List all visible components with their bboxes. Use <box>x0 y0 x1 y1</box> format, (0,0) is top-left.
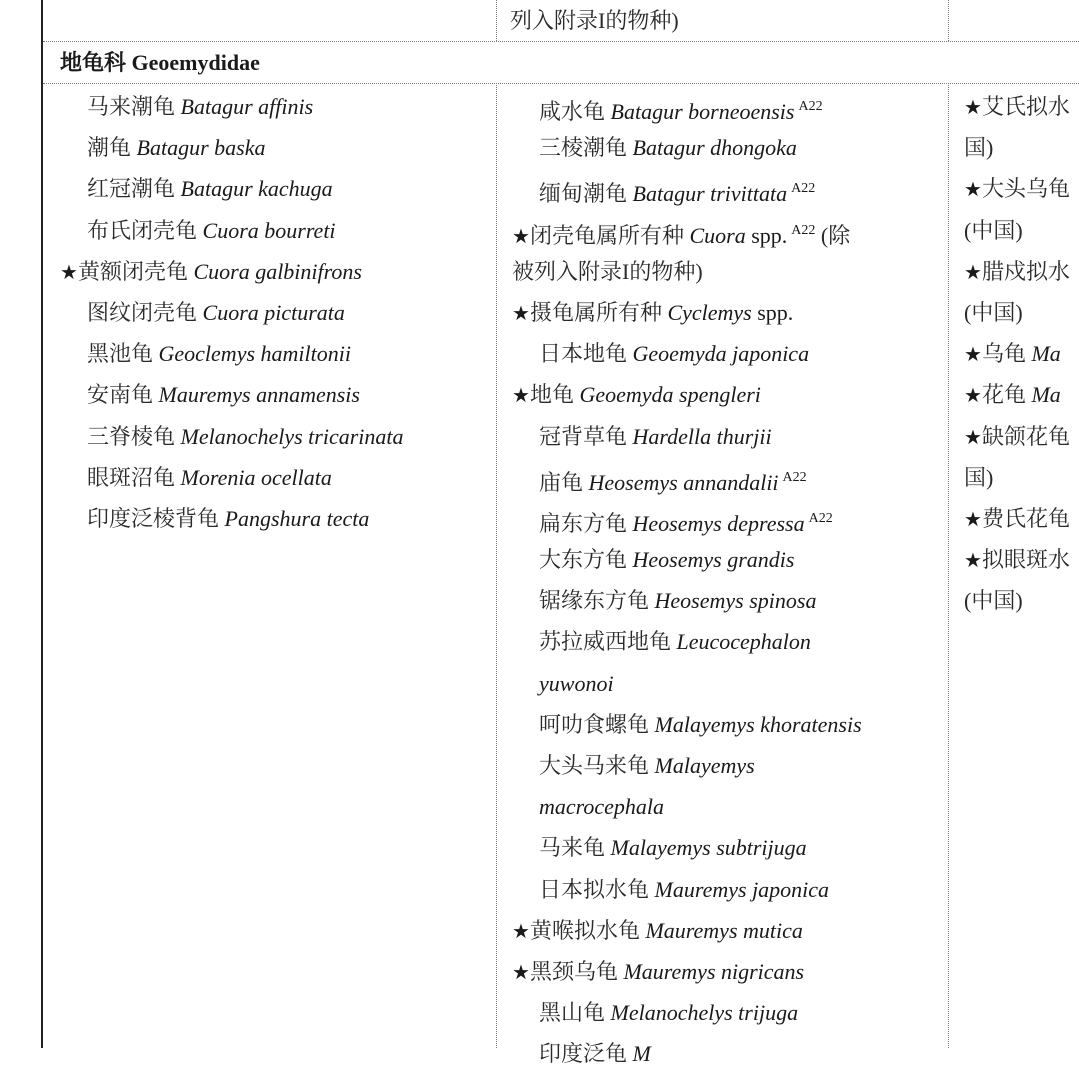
species-cn-name: 马来龟 <box>539 835 606 861</box>
species-latin-name: Heosemys depressa <box>632 510 805 536</box>
star-icon: ★ <box>964 344 982 367</box>
species-note-continuation: 被列入附录I的物种) <box>512 258 703 284</box>
species-entry <box>512 539 862 580</box>
annotation-superscript: A22 <box>808 510 833 526</box>
species-entry <box>512 745 862 786</box>
species-cn-name: 眼斑沼龟 <box>87 464 176 490</box>
species-cn-name: 黑颈乌龟 <box>529 958 618 984</box>
species-entry <box>512 86 862 127</box>
species-entry <box>512 992 862 1033</box>
species-latin-name: Malayemys khoratensis <box>654 711 862 737</box>
species-cn-name: 红冠潮龟 <box>87 176 176 202</box>
species-cn-name: 印度泛龟 <box>539 1041 628 1067</box>
star-icon: ★ <box>512 961 530 984</box>
star-icon: ★ <box>964 550 982 573</box>
species-text: (中国) <box>964 217 1023 243</box>
annotation-superscript: A22 <box>798 99 823 114</box>
species-latin-name: Cyclemys <box>667 299 752 325</box>
species-cn-name: 冠背草龟 <box>539 423 628 449</box>
species-text: 艾氏拟水 <box>981 94 1070 119</box>
species-entry <box>60 333 404 374</box>
species-entry <box>60 168 404 209</box>
species-entry <box>964 333 1079 374</box>
species-latin-name: Batagur dhongoka <box>632 135 797 161</box>
star-icon: ★ <box>964 385 982 408</box>
species-entry <box>512 457 862 498</box>
species-latin-name: Ma <box>1031 382 1061 408</box>
species-cn-name: 布氏闭壳龟 <box>87 217 198 243</box>
species-text: 大头乌龟 <box>981 176 1070 202</box>
species-entry <box>512 1033 862 1074</box>
species-latin-name: Cuora picturata <box>202 299 345 325</box>
species-text: 缺颌花龟 <box>981 423 1070 449</box>
species-entry <box>964 416 1079 457</box>
species-entry <box>512 498 862 539</box>
species-entry <box>964 374 1079 415</box>
species-cn-name: 锯缘东方龟 <box>539 588 650 614</box>
species-latin-name: Batagur kachuga <box>180 176 333 202</box>
family-cn: 地龟科 <box>60 50 127 75</box>
species-entry <box>512 168 862 209</box>
species-entry <box>60 86 404 127</box>
family-latin: Geoemydidae <box>131 50 260 75</box>
column-divider-1 <box>496 83 497 1048</box>
star-icon: ★ <box>512 302 530 325</box>
species-cn-name: 大头马来龟 <box>539 753 650 778</box>
species-entry <box>964 168 1079 209</box>
species-entry <box>60 498 404 539</box>
species-entry <box>60 457 404 498</box>
species-entry <box>964 251 1079 292</box>
species-latin-name: Mauremys japonica <box>654 876 830 902</box>
col2-continuation-text: 列入附录I的物种) <box>510 8 679 33</box>
species-text: (中国) <box>964 588 1023 614</box>
species-latin-name: Melanochelys tricarinata <box>180 423 404 449</box>
species-latin-name: Geoemyda japonica <box>632 341 810 367</box>
species-cn-name: 大东方龟 <box>539 547 628 573</box>
species-latin-name: Batagur baska <box>136 135 266 161</box>
species-latin-name: Ma <box>1031 341 1061 367</box>
species-text: 花龟 <box>981 382 1032 408</box>
species-latin-name: Cuora <box>689 222 746 248</box>
annotation-superscript: A22 <box>791 181 816 197</box>
species-latin-name: M <box>632 1041 651 1067</box>
species-entry <box>60 210 404 251</box>
star-icon: ★ <box>512 385 530 408</box>
species-latin-name: Heosemys spinosa <box>654 588 817 614</box>
species-entry <box>964 210 1079 251</box>
species-latin-name: Mauremys nigricans <box>623 958 805 984</box>
table-left-border <box>41 0 43 1048</box>
species-entry <box>964 86 1079 127</box>
star-icon: ★ <box>964 179 982 202</box>
species-latin-name: Cuora galbinifrons <box>193 258 362 284</box>
species-text: 拟眼斑水 <box>981 547 1070 573</box>
species-spp: spp. <box>757 299 794 325</box>
appendix-ii-column <box>512 86 862 1075</box>
species-entry <box>512 580 862 621</box>
species-entry <box>60 127 404 168</box>
species-cn-name: 马来潮龟 <box>87 94 176 119</box>
species-entry <box>60 251 404 292</box>
species-entry <box>964 498 1079 539</box>
species-latin-name: Heosemys grandis <box>632 547 795 573</box>
species-entry <box>512 827 862 868</box>
species-cn-name: 潮龟 <box>87 135 132 161</box>
species-entry <box>512 292 862 333</box>
species-entry <box>964 457 1079 498</box>
species-entry <box>512 869 862 910</box>
annotation-superscript: A22 <box>791 222 816 238</box>
species-latin-name: Geoemyda spengleri <box>579 382 761 408</box>
species-latin-name: Hardella thurjii <box>632 423 772 449</box>
species-text: 乌龟 <box>981 341 1032 367</box>
species-cn-name: 黄额闭壳龟 <box>77 258 188 284</box>
species-cn-name: 日本地龟 <box>539 341 628 367</box>
species-latin-name: Morenia ocellata <box>180 464 332 490</box>
species-entry <box>964 127 1079 168</box>
species-note: (除 <box>820 222 851 248</box>
family-header <box>60 42 260 83</box>
star-icon: ★ <box>964 261 982 284</box>
species-cn-name: 图纹闭壳龟 <box>87 299 198 325</box>
annotation-superscript: A22 <box>782 469 807 485</box>
species-entry <box>512 621 862 662</box>
species-cn-name: 地龟 <box>529 382 574 408</box>
species-latin-name: Melanochelys trijuga <box>610 1000 799 1026</box>
star-icon: ★ <box>512 225 530 248</box>
species-latin-name: Mauremys mutica <box>645 917 803 943</box>
species-cn-name: 安南龟 <box>87 382 154 408</box>
species-text: 费氏花龟 <box>981 505 1070 531</box>
star-icon: ★ <box>964 426 982 449</box>
appendix-iii-column <box>964 86 1079 621</box>
species-latin-name: Cuora bourreti <box>202 217 336 243</box>
species-entry <box>964 580 1079 621</box>
species-entry <box>512 333 862 374</box>
species-text: 国) <box>964 464 994 490</box>
species-entry <box>512 127 862 168</box>
species-cn-name: 缅甸潮龟 <box>539 181 628 207</box>
star-icon: ★ <box>964 508 982 531</box>
species-entry <box>512 416 862 457</box>
star-icon: ★ <box>964 97 982 119</box>
species-cn-name: 三棱潮龟 <box>539 135 628 161</box>
species-cn-name: 黄喉拟水龟 <box>529 917 640 943</box>
species-latin-name: Geoclemys hamiltonii <box>158 341 351 367</box>
species-latin-continuation: yuwonoi <box>539 670 614 696</box>
species-cn-name: 咸水龟 <box>539 99 606 124</box>
star-icon: ★ <box>60 261 78 284</box>
species-entry <box>964 539 1079 580</box>
species-cn-name: 黑池龟 <box>87 341 154 367</box>
species-entry <box>60 292 404 333</box>
species-latin-name: Batagur affinis <box>180 94 314 119</box>
species-entry <box>512 910 862 951</box>
species-entry <box>512 374 862 415</box>
species-cn-name: 闭壳龟属所有种 <box>529 222 684 248</box>
species-cn-name: 印度泛棱背龟 <box>87 505 220 531</box>
species-latin-name: Leucocephalon <box>676 629 811 655</box>
species-latin-name: Malayemys subtrijuga <box>610 835 807 861</box>
species-cn-name: 日本拟水龟 <box>539 876 650 902</box>
species-cn-name: 黑山龟 <box>539 1000 606 1026</box>
appendix-i-column <box>60 86 404 539</box>
species-cn-name: 呵叻食螺龟 <box>539 711 650 737</box>
species-latin-name: Malayemys <box>654 753 755 778</box>
column-divider-2 <box>948 83 949 1048</box>
star-icon: ★ <box>512 920 530 943</box>
species-cn-name: 庙龟 <box>539 469 584 495</box>
species-latin-name: Heosemys annandalii <box>588 469 779 495</box>
species-latin-name: Mauremys annamensis <box>158 382 360 408</box>
species-entry <box>512 951 862 992</box>
species-text: 国) <box>964 135 994 161</box>
species-entry <box>512 210 862 251</box>
species-latin-name: Batagur trivittata <box>632 181 788 207</box>
column-divider-2 <box>948 0 949 41</box>
species-entry <box>60 374 404 415</box>
species-spp: spp. <box>751 222 788 248</box>
species-latin-name: Batagur borneoensis <box>610 99 795 124</box>
species-cn-name: 苏拉威西地龟 <box>539 629 672 655</box>
species-entry <box>60 416 404 457</box>
column-divider-1 <box>496 0 497 41</box>
species-text: (中国) <box>964 299 1023 325</box>
species-entry <box>512 704 862 745</box>
species-latin-continuation: macrocephala <box>539 794 665 820</box>
species-entry <box>964 292 1079 333</box>
species-cn-name: 摄龟属所有种 <box>529 299 662 325</box>
species-cn-name: 三脊棱龟 <box>87 423 176 449</box>
species-latin-name: Pangshura tecta <box>224 505 370 531</box>
species-text: 腊戍拟水 <box>981 258 1070 284</box>
species-cn-name: 扁东方龟 <box>539 510 628 536</box>
